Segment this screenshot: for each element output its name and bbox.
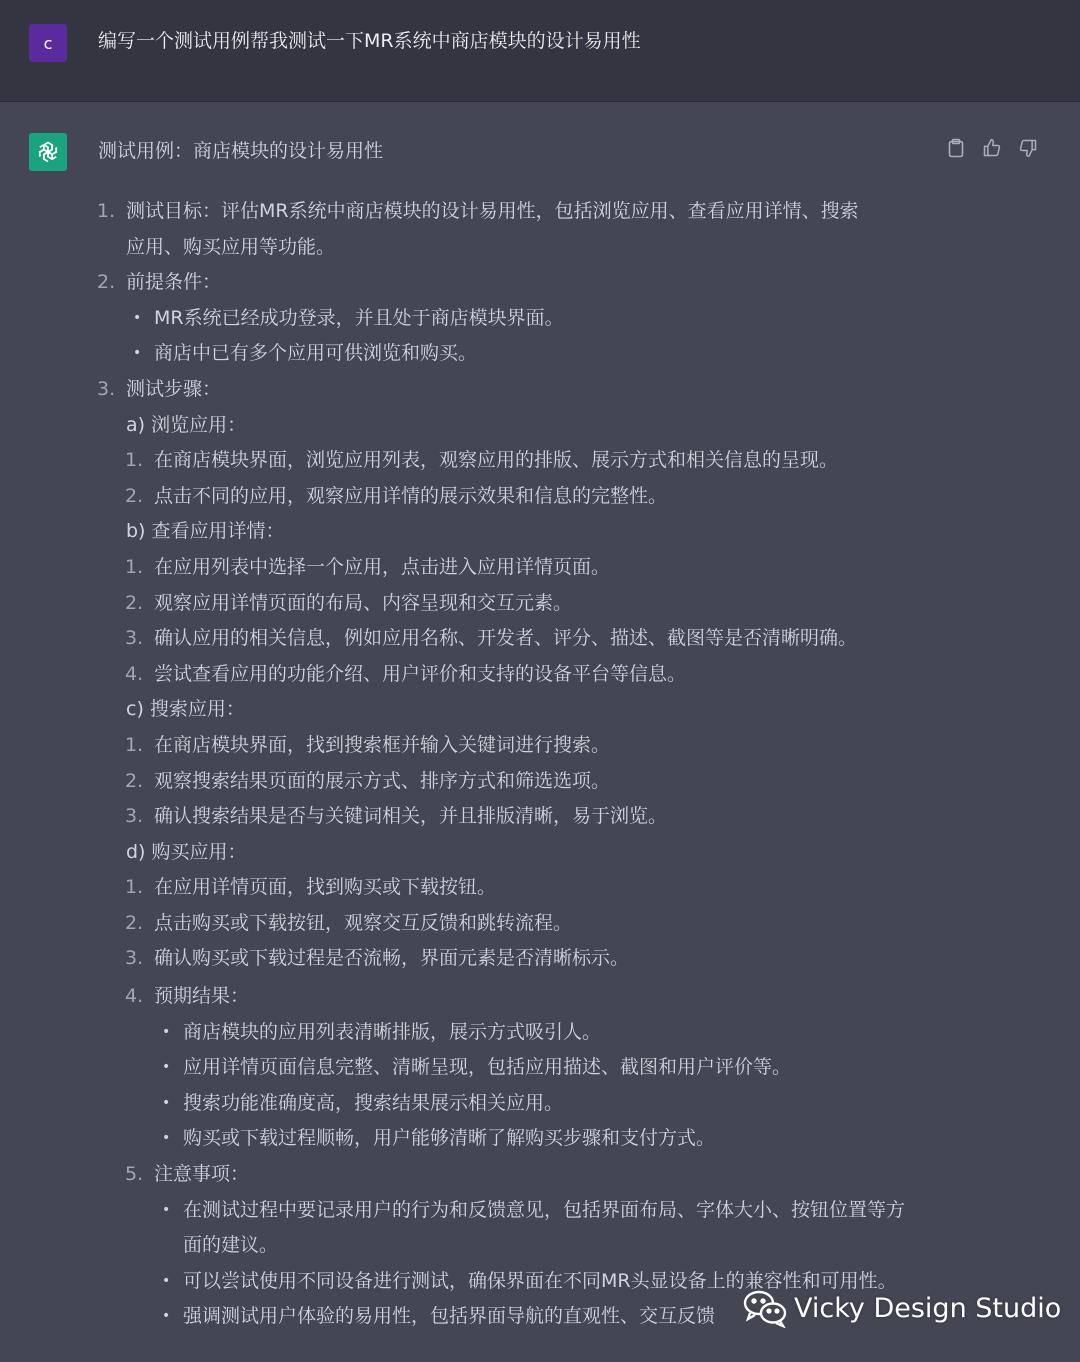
list-line <box>0 443 1080 479</box>
list-number: 2. <box>125 484 144 507</box>
list-text: 预期结果： <box>154 985 250 1008</box>
list-line <box>0 1050 1080 1086</box>
list-line <box>0 514 1080 550</box>
list-line <box>0 550 1080 586</box>
list-line <box>0 1121 1080 1157</box>
list-line <box>0 979 1080 1015</box>
list-text: 观察搜索结果页面的展示方式、排序方式和筛选选项。 <box>154 769 611 792</box>
subsection-label: a) 浏览应用： <box>126 413 247 436</box>
list-line <box>0 265 1080 301</box>
bullet-text: 面的建议。 <box>183 1234 279 1257</box>
list-line <box>0 336 1080 372</box>
list-text: 在应用列表中选择一个应用，点击进入应用详情页面。 <box>154 555 611 578</box>
assistant-heading: 测试用例：商店模块的设计易用性 <box>98 140 384 162</box>
list-text: 注意事项： <box>154 1163 250 1186</box>
list-line <box>0 586 1080 622</box>
bullet: • <box>133 309 142 326</box>
list-number: 3. <box>97 377 116 400</box>
list-line <box>0 1157 1080 1193</box>
list-number: 1. <box>125 555 144 578</box>
list-line <box>0 657 1080 693</box>
bullet-text: 在测试过程中要记录用户的行为和反馈意见，包括界面布局、字体大小、按钮位置等方 <box>183 1198 906 1221</box>
list-text: 测试步骤： <box>126 377 222 400</box>
list-number: 1. <box>97 200 116 222</box>
list-text: 观察应用详情页面的布局、内容呈现和交互元素。 <box>154 591 573 614</box>
list-number: 5. <box>125 1163 144 1186</box>
list-line <box>0 764 1080 800</box>
list-line <box>0 372 1080 408</box>
subsection-label: b) 查看应用详情： <box>126 520 285 543</box>
list-line <box>0 479 1080 515</box>
message-actions <box>944 136 1040 160</box>
clipboard-icon[interactable] <box>944 136 968 160</box>
bullet: • <box>162 1094 171 1111</box>
bullet: • <box>162 1272 171 1289</box>
user-message-row <box>0 0 1080 102</box>
list-text: 在商店模块界面，找到搜索框并输入关键词进行搜索。 <box>154 733 611 756</box>
list-text: 在应用详情页面，找到购买或下载按钮。 <box>154 876 497 899</box>
list-number: 1. <box>125 449 144 472</box>
bullet: • <box>162 1308 171 1325</box>
thumbs-up-icon[interactable] <box>980 136 1004 160</box>
list-line <box>0 728 1080 764</box>
bullet: • <box>162 1201 171 1218</box>
list-line <box>0 621 1080 657</box>
subsection-label: c) 搜索应用： <box>126 698 245 721</box>
list-line <box>0 230 1080 266</box>
list-line <box>0 692 1080 728</box>
openai-logo-icon <box>35 139 61 165</box>
list-line <box>0 941 1080 977</box>
bullet-text: 可以尝试使用不同设备进行测试，确保界面在不同MR头显设备上的兼容性和可用性。 <box>183 1269 897 1292</box>
list-number: 2. <box>125 911 144 934</box>
list-line <box>0 835 1080 871</box>
bullet: • <box>162 1130 171 1147</box>
list-number: 3. <box>125 947 144 970</box>
bullet: • <box>162 1059 171 1076</box>
assistant-message-body <box>0 194 1080 1335</box>
list-number: 4. <box>125 985 144 1008</box>
assistant-avatar <box>29 133 67 171</box>
list-text: 确认搜索结果是否与关键词相关，并且排版清晰，易于浏览。 <box>154 805 668 828</box>
list-text: 尝试查看应用的功能介绍、用户评价和支持的设备平台等信息。 <box>154 662 687 685</box>
list-number: 2. <box>125 769 144 792</box>
bullet: • <box>133 345 142 362</box>
list-line <box>0 799 1080 835</box>
list-text: 点击购买或下载按钮，观察交互反馈和跳转流程。 <box>154 911 573 934</box>
list-number: 2. <box>125 591 144 614</box>
user-avatar: c <box>29 24 67 62</box>
list-text: 确认应用的相关信息，例如应用名称、开发者、评分、描述、截图等是否清晰明确。 <box>154 627 858 650</box>
bullet-text: 强调测试用户体验的易用性，包括界面导航的直观性、交互反馈 <box>183 1305 716 1328</box>
subsection-label: d) 购买应用： <box>126 840 247 863</box>
thumbs-down-icon[interactable] <box>1016 136 1040 160</box>
bullet-text: 商店模块的应用列表清晰排版，展示方式吸引人。 <box>183 1020 602 1043</box>
wechat-icon <box>742 1288 788 1328</box>
list-number: 3. <box>125 627 144 650</box>
user-message-text: 编写一个测试用例帮我测试一下MR系统中商店模块的设计易用性 <box>98 30 641 52</box>
list-text: 应用、购买应用等功能。 <box>126 235 336 258</box>
list-line <box>0 1015 1080 1051</box>
list-text: 在商店模块界面，浏览应用列表，观察应用的排版、展示方式和相关信息的呈现。 <box>154 449 839 472</box>
list-text: 点击不同的应用，观察应用详情的展示效果和信息的完整性。 <box>154 484 668 507</box>
list-line <box>0 870 1080 906</box>
watermark-text: Vicky Design Studio <box>794 1292 1062 1324</box>
list-line <box>0 906 1080 942</box>
list-text: 确认购买或下载过程是否流畅，界面元素是否清晰标示。 <box>154 947 630 970</box>
list-number: 1. <box>125 876 144 899</box>
list-number: 2. <box>97 271 116 294</box>
list-text: 前提条件： <box>126 271 222 294</box>
list-line <box>0 301 1080 337</box>
list-number: 3. <box>125 805 144 828</box>
list-line <box>0 1086 1080 1122</box>
bullet-text: 搜索功能准确度高，搜索结果展示相关应用。 <box>183 1091 564 1114</box>
bullet-text: 应用详情页面信息完整、清晰呈现，包括应用描述、截图和用户评价等。 <box>183 1056 792 1079</box>
list-line <box>0 408 1080 444</box>
bullet: • <box>162 1023 171 1040</box>
bullet-text: 商店中已有多个应用可供浏览和购买。 <box>154 342 478 365</box>
watermark <box>742 1288 1061 1328</box>
list-number: 4. <box>125 662 144 685</box>
list-line <box>0 1228 1080 1264</box>
list-number: 1. <box>125 733 144 756</box>
bullet-text: MR系统已经成功登录，并且处于商店模块界面。 <box>154 306 564 329</box>
list-line <box>0 194 1080 230</box>
list-line <box>0 1193 1080 1229</box>
list-text: 测试目标：评估MR系统中商店模块的设计易用性，包括浏览应用、查看应用详情、搜索 <box>126 200 859 222</box>
bullet-text: 购买或下载过程顺畅，用户能够清晰了解购买步骤和支付方式。 <box>183 1127 716 1150</box>
